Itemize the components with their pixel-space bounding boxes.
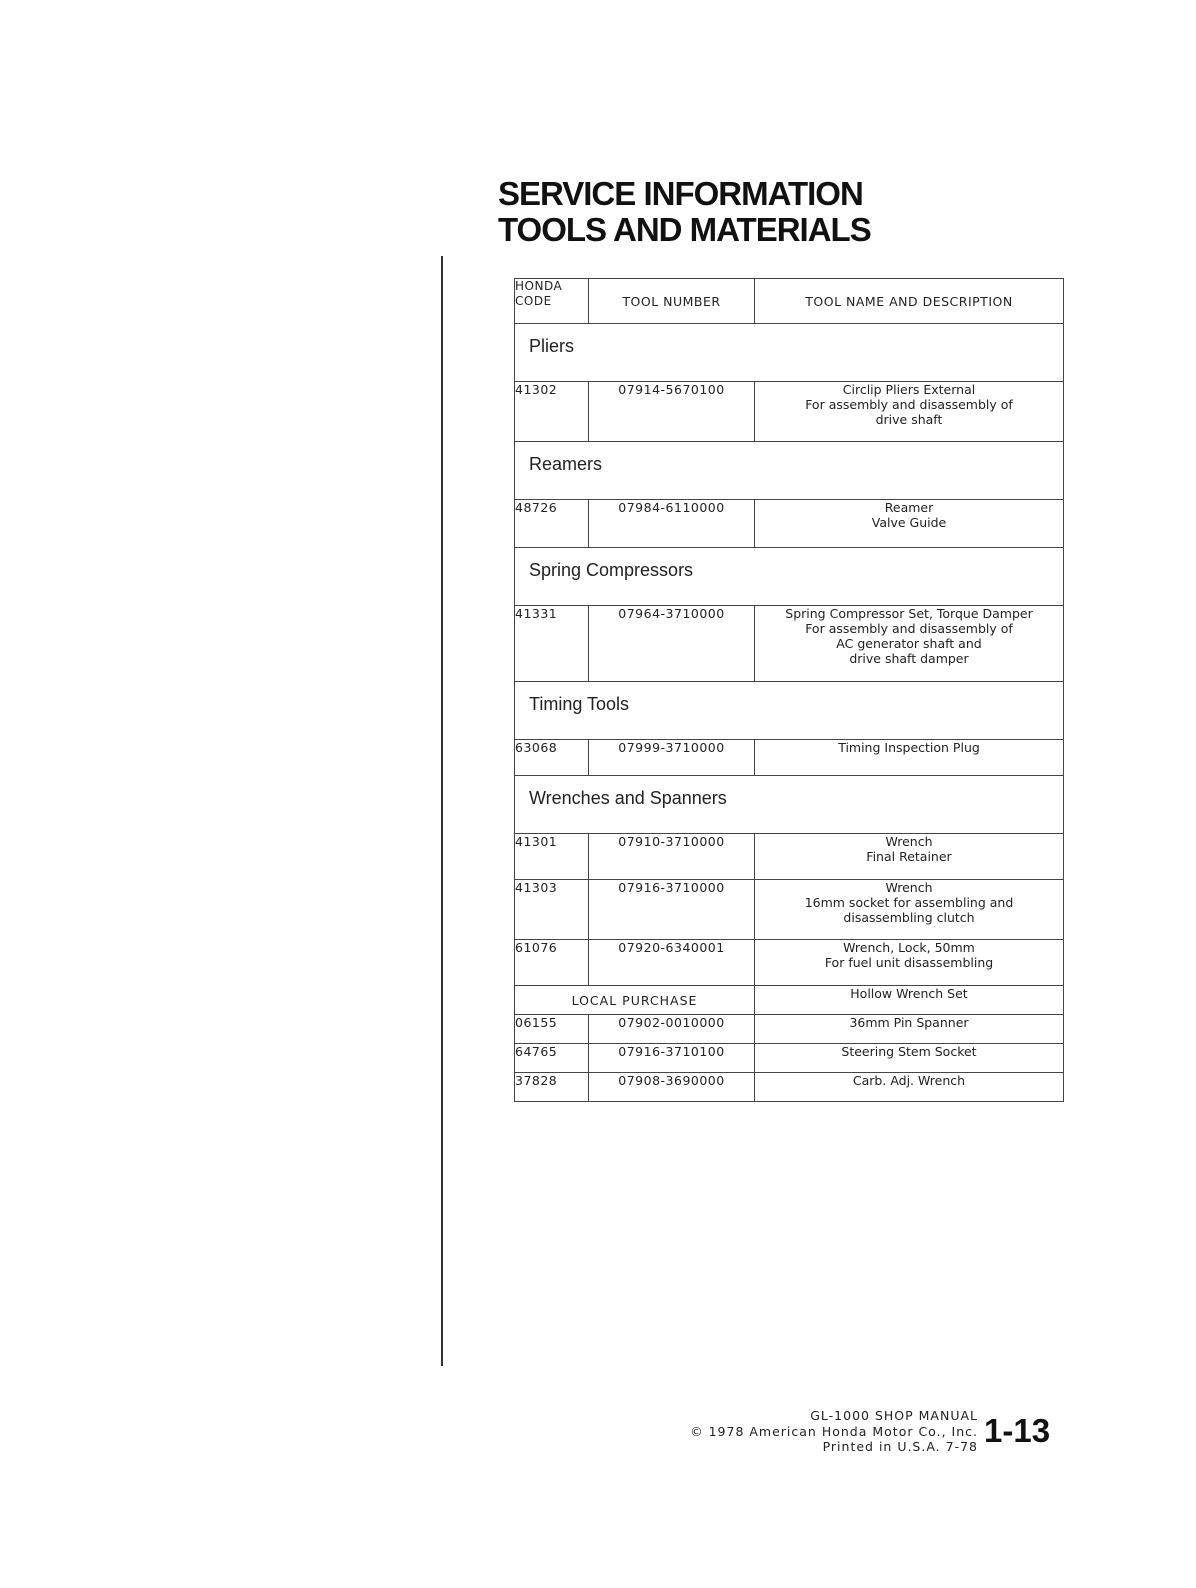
table-row <box>515 940 1064 986</box>
table-row <box>515 382 1064 442</box>
tool-number-cell: 07910-3710000 <box>589 834 755 880</box>
tool-number-cell: 07916-3710100 <box>589 1044 755 1073</box>
footer-imprint <box>560 1408 978 1455</box>
description-cell: Steering Stem Socket <box>755 1044 1064 1073</box>
tools-table <box>514 278 1064 1102</box>
description-cell <box>755 500 1064 548</box>
description-cell <box>755 606 1064 682</box>
description-line: For assembly and disassembly of <box>805 621 1013 636</box>
description-cell: 36mm Pin Spanner <box>755 1015 1064 1044</box>
category-row <box>515 442 1064 500</box>
description-line: For fuel unit disassembling <box>824 955 994 970</box>
honda-code-cell: 61076 <box>515 940 589 986</box>
local-purchase-label: LOCAL PURCHASE <box>515 986 755 1015</box>
header-honda-code: HONDA CODE <box>515 279 589 324</box>
category-pliers: Pliers <box>515 324 1064 382</box>
honda-code-cell: 63068 <box>515 740 589 776</box>
honda-code-cell: 64765 <box>515 1044 589 1073</box>
category-spring-compressors: Spring Compressors <box>515 548 1064 606</box>
table-row <box>515 880 1064 940</box>
table-row <box>515 500 1064 548</box>
category-reamers: Reamers <box>515 442 1064 500</box>
table-row <box>515 1015 1064 1044</box>
description-line: 16mm socket for assembling and <box>804 895 1014 910</box>
honda-code-cell: 41301 <box>515 834 589 880</box>
description-line: disassembling clutch <box>843 910 975 925</box>
title-line-2: TOOLS AND MATERIALS <box>498 211 871 248</box>
description-line: Reamer <box>884 500 934 515</box>
description-cell <box>755 740 1064 776</box>
table-row <box>515 834 1064 880</box>
category-row <box>515 776 1064 834</box>
description-line: Timing Inspection Plug <box>838 740 980 755</box>
category-timing-tools: Timing Tools <box>515 682 1064 740</box>
table-row <box>515 1044 1064 1073</box>
header-tool-number: TOOL NUMBER <box>589 279 755 324</box>
honda-code-cell: 06155 <box>515 1015 589 1044</box>
honda-code-cell: 48726 <box>515 500 589 548</box>
tool-number-cell: 07916-3710000 <box>589 880 755 940</box>
description-line: AC generator shaft and <box>836 636 982 651</box>
table-row <box>515 740 1064 776</box>
honda-code-cell: 41303 <box>515 880 589 940</box>
description-line: Wrench <box>885 834 933 849</box>
table-row <box>515 606 1064 682</box>
tool-number-cell: 07999-3710000 <box>589 740 755 776</box>
description-line: Wrench, Lock, 50mm <box>843 940 975 955</box>
tool-number-cell: 07914-5670100 <box>589 382 755 442</box>
category-wrenches-spanners: Wrenches and Spanners <box>515 776 1064 834</box>
description-line: drive shaft damper <box>849 651 969 666</box>
description-line: drive shaft <box>875 412 943 427</box>
honda-code-cell: 41331 <box>515 606 589 682</box>
honda-code-cell: 41302 <box>515 382 589 442</box>
table-row <box>515 1073 1064 1102</box>
honda-code-cell: 37828 <box>515 1073 589 1102</box>
table-row <box>515 986 1064 1015</box>
footer-manual: GL-1000 SHOP MANUAL <box>810 1408 978 1423</box>
tool-number-cell: 07964-3710000 <box>589 606 755 682</box>
description-cell <box>755 382 1064 442</box>
description-line: Circlip Pliers External <box>842 382 976 397</box>
tool-number-cell: 07920-6340001 <box>589 940 755 986</box>
description-line: Valve Guide <box>871 515 947 530</box>
description-cell: Hollow Wrench Set <box>755 986 1064 1015</box>
tool-number-cell: 07902-0010000 <box>589 1015 755 1044</box>
description-line: Final Retainer <box>866 849 952 864</box>
description-cell <box>755 940 1064 986</box>
table-header-row <box>515 279 1064 324</box>
title-line-1: SERVICE INFORMATION <box>498 175 863 212</box>
footer-printed: Printed in U.S.A. 7-78 <box>822 1439 978 1454</box>
description-line: For assembly and disassembly of <box>805 397 1013 412</box>
page-title <box>498 176 871 248</box>
category-row <box>515 682 1064 740</box>
description-line: Wrench <box>885 880 933 895</box>
category-row <box>515 324 1064 382</box>
footer-copyright: © 1978 American Honda Motor Co., Inc. <box>690 1423 978 1439</box>
tool-number-cell: 07984-6110000 <box>589 500 755 548</box>
category-row <box>515 548 1064 606</box>
description-cell <box>755 834 1064 880</box>
margin-rule <box>441 256 443 1366</box>
page-number: 1-13 <box>984 1412 1051 1449</box>
description-cell <box>755 880 1064 940</box>
description-cell: Carb. Adj. Wrench <box>755 1073 1064 1102</box>
tool-number-cell: 07908-3690000 <box>589 1073 755 1102</box>
description-line: Spring Compressor Set, Torque Damper <box>785 606 1033 621</box>
header-tool-name: TOOL NAME AND DESCRIPTION <box>755 279 1064 324</box>
